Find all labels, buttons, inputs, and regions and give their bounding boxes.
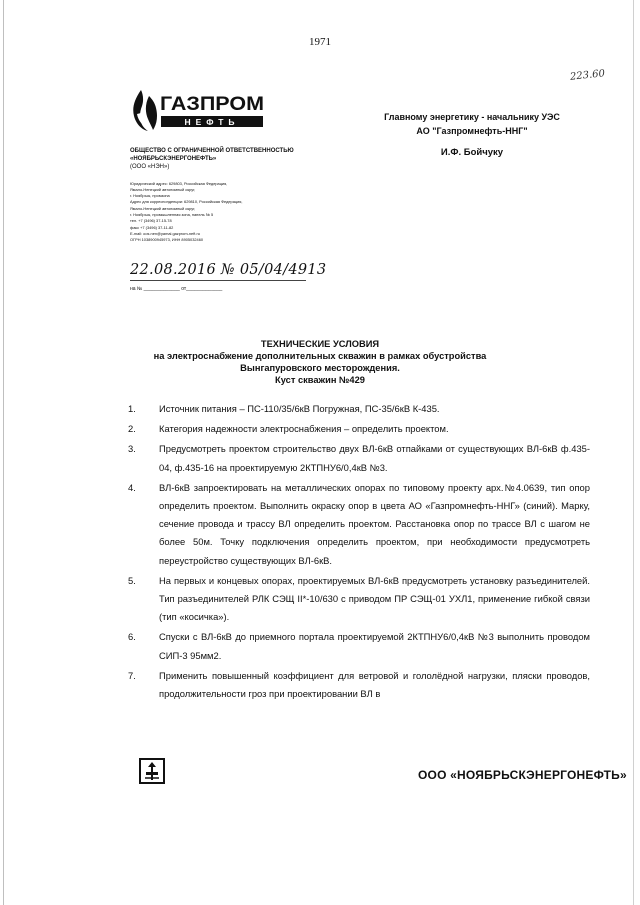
sender-block bbox=[130, 148, 340, 243]
sender-name-line: «НОЯБРЬСКЭНЕРГОНЕФТЬ» bbox=[130, 155, 217, 162]
handwritten-number: 223.60 bbox=[569, 68, 606, 83]
list-item bbox=[128, 440, 590, 476]
item-number: 6. bbox=[128, 631, 136, 643]
footer-company-name: ООО «НОЯБРЬСКЭНЕРГОНЕФТЬ» bbox=[418, 768, 627, 782]
reference-number-line: на № _____________ от_____________ bbox=[130, 286, 223, 292]
item-text: ВЛ-6кВ запроектировать на металлических опорах по типовому проекту арх.№4.0639, тип опор определить проектом. Выполнить окраску опор в цвета АО «Газпромнефть-ННГ» (синий). Марку, сечение провода и трассу ВЛ определить проектом. Расстановка опор по трассе ВЛ с шагом не более 50м. Точку подключения определить проектом, при необходимости предусмотреть переустройство существующих ВЛ-6кВ. bbox=[159, 481, 590, 566]
company-emblem-icon bbox=[139, 758, 165, 784]
title-subject: на электроснабжение дополнительных скважин в рамках обустройства bbox=[153, 351, 487, 361]
list-item bbox=[128, 420, 590, 438]
address-line: г. Ноябрьск, промышленная зона, панель № 5 bbox=[130, 211, 214, 217]
scan-edge-left bbox=[3, 0, 4, 905]
addressee-name: И.Ф. Бойчуку bbox=[440, 147, 504, 158]
address-line: г. Ноябрьск, промзона bbox=[130, 193, 170, 199]
list-item bbox=[128, 479, 590, 570]
addressee-position: Главному энергетику - начальнику УЭС bbox=[384, 112, 560, 122]
page-number: 1971 bbox=[309, 36, 331, 48]
addressee-company: АО "Газпромнефть-ННГ" bbox=[416, 126, 528, 136]
item-number: 4. bbox=[128, 481, 136, 493]
title-field: Вынгапуровского месторождения. bbox=[240, 363, 400, 373]
sender-address bbox=[130, 181, 340, 244]
item-text: Спуски с ВЛ-6кВ до приемного портала проектируемой 2КТПНУ6/0,4кВ №3 выполнить проводом СИП-3 95мм2. bbox=[159, 631, 590, 661]
item-number: 7. bbox=[128, 669, 136, 681]
handwritten-date-number: 22.08.2016 № 05/04/4913 bbox=[130, 262, 327, 278]
list-item bbox=[128, 667, 590, 703]
sender-name-line: ОБЩЕСТВО С ОГРАНИЧЕННОЙ ОТВЕТСТВЕННОСТЬЮ bbox=[130, 148, 294, 154]
scan-edge-right bbox=[633, 0, 634, 905]
item-text: Предусмотреть проектом строительство двух ВЛ-6кВ отпайками от существующих ВЛ-6кВ ф.435-04, ф.435-16 на проектируемую 2КТПНУ6/0,4кВ №3. bbox=[159, 443, 590, 473]
item-number: 2. bbox=[128, 423, 136, 435]
address-line: факс +7 (3496) 37-11-82 bbox=[130, 224, 174, 230]
address-line: тел. +7 (3496) 37-15-78 bbox=[130, 218, 172, 224]
item-text: На первых и концевых опорах, проектируемых ВЛ-6кВ предусмотреть установку разъединителей. Тип разъединителей РЛК СЭЩ II*-10/630 с приводом ПР СЭЩ-01 УХЛ1, применение гибкой связи (тип «косичка»). bbox=[159, 574, 590, 623]
list-item bbox=[128, 400, 590, 418]
item-number: 5. bbox=[128, 574, 136, 586]
address-line: Ямало-Ненецкий автономный округ, bbox=[130, 205, 196, 211]
addressee-block bbox=[352, 110, 592, 160]
title-well-pad: Куст скважин №429 bbox=[275, 375, 365, 385]
logo-sub: НЕФТЬ bbox=[184, 117, 240, 127]
document-title bbox=[110, 338, 530, 386]
address-line: E-mail: oos.nen@yamal.gazprom-neft.ru bbox=[130, 230, 200, 236]
item-text: Применить повышенный коэффициент для ветровой и гололёдной нагрузки, пляски проводов, продолжительности гроз при проектировании ВЛ в bbox=[159, 669, 590, 700]
address-line: ОГРН 1038900945973, ИНН 8905032460 bbox=[130, 237, 204, 243]
item-number: 3. bbox=[128, 443, 136, 455]
address-line: Адрес для корреспонденции: 629810, Российская Федерация, bbox=[130, 199, 243, 205]
flame-icon bbox=[133, 90, 157, 131]
item-number: 1. bbox=[128, 403, 136, 414]
logo-brand: ГАЗПРОМ bbox=[160, 94, 264, 115]
list-item bbox=[128, 572, 590, 627]
item-text: Источник питания – ПС-110/35/6кВ Погружная, ПС-35/6кВ К-435. bbox=[159, 403, 440, 414]
address-line: Ямало-Ненецкий автономный округ, bbox=[130, 186, 196, 192]
conditions-list bbox=[128, 400, 590, 703]
address-line: Юридический адрес: 629803, Российская Федерация, bbox=[130, 180, 228, 186]
date-underline bbox=[130, 280, 306, 281]
title-heading: ТЕХНИЧЕСКИЕ УСЛОВИЯ bbox=[260, 339, 380, 349]
item-text: Категория надежности электроснабжения – определить проектом. bbox=[159, 423, 449, 435]
sender-short-name: (ООО «НЭН») bbox=[130, 164, 170, 170]
list-item bbox=[128, 628, 590, 664]
gazprom-neft-logo bbox=[128, 86, 268, 132]
